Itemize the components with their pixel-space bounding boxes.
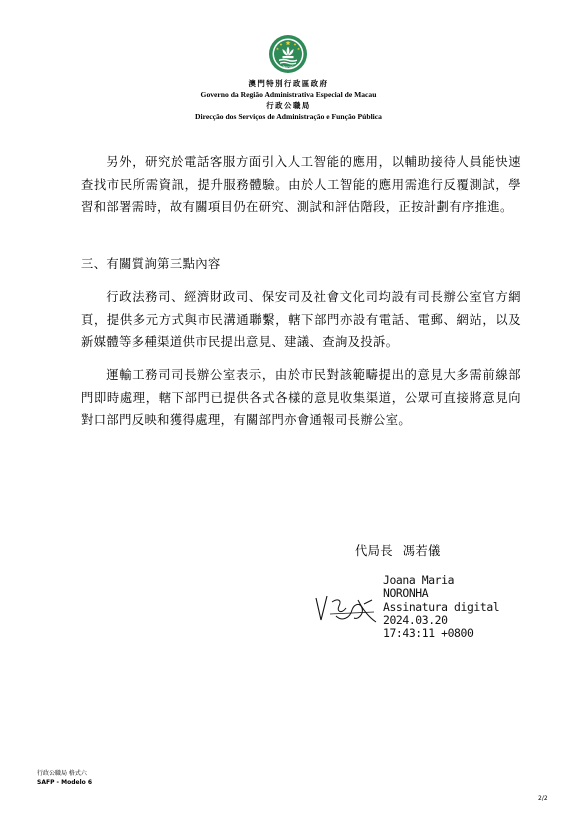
- bureau-name-chinese: 行政公職局: [266, 101, 311, 110]
- bureau-name-portuguese: Direcção dos Serviços de Administração e Função Pública: [195, 112, 382, 121]
- form-label-chinese: 行政公職局 格式六: [37, 770, 87, 777]
- handwritten-signature: [312, 592, 382, 628]
- digital-signature-line: Assinatura digital: [383, 599, 500, 614]
- digital-signature-line: Joana Maria: [383, 573, 455, 587]
- paragraph-ai-customer-service: 另外，研究於電話客服方面引入人工智能的應用，以輔助接待人員能快速查找市民所需資訊，提升服務體驗。由於人工智能的應用需進行反覆測試，學習和部署需時，故有關項目仍在研究、測試和評估階段，正按計劃有序推進。: [81, 155, 521, 215]
- signatory-title: 代局長: [355, 544, 393, 558]
- signatory-name: 馮若儀: [402, 544, 441, 558]
- digital-signature-line: 17:43:11 +0800: [383, 626, 474, 641]
- government-name-portuguese: Governo da Região Administrativa Especial de Macau: [200, 90, 377, 99]
- digital-signature-line: NORONHA: [383, 586, 429, 601]
- section-3-heading: 三、有關質詢第三點內容: [81, 257, 221, 271]
- form-footer: [37, 769, 92, 787]
- form-label-portuguese: SAFP - Modelo 6: [37, 779, 93, 786]
- digital-signature-line: 2024.03.20: [383, 612, 448, 627]
- digital-signature-stamp: [383, 574, 499, 640]
- paragraph-secretariat-channels: 行政法務司、經濟財政司、保安司及社會文化司均設有司長辦公室官方網頁，提供多元方式與市民溝通聯繫，轄下部門亦設有電話、電郵、網站，以及新媒體等多種渠道供市民提出意見、建議、查詢及投訴。: [81, 290, 521, 350]
- government-name-chinese: 澳門特別行政區政府: [248, 79, 329, 88]
- macau-emblem-icon: [268, 34, 308, 74]
- emblem-label: MACAU: [281, 64, 295, 71]
- signatory-block: [355, 541, 441, 559]
- page-number: 2/2: [538, 795, 548, 802]
- paragraph-transport-public-works: 運輸工務司司長辦公室表示，由於市民對該範疇提出的意見大多需前線部門即時處理，轄下部門已提供各式各樣的意見收集渠道，公眾可直接將意見向對口部門反映和獲得處理，有關部門亦會通報司長辦公室。: [81, 368, 521, 428]
